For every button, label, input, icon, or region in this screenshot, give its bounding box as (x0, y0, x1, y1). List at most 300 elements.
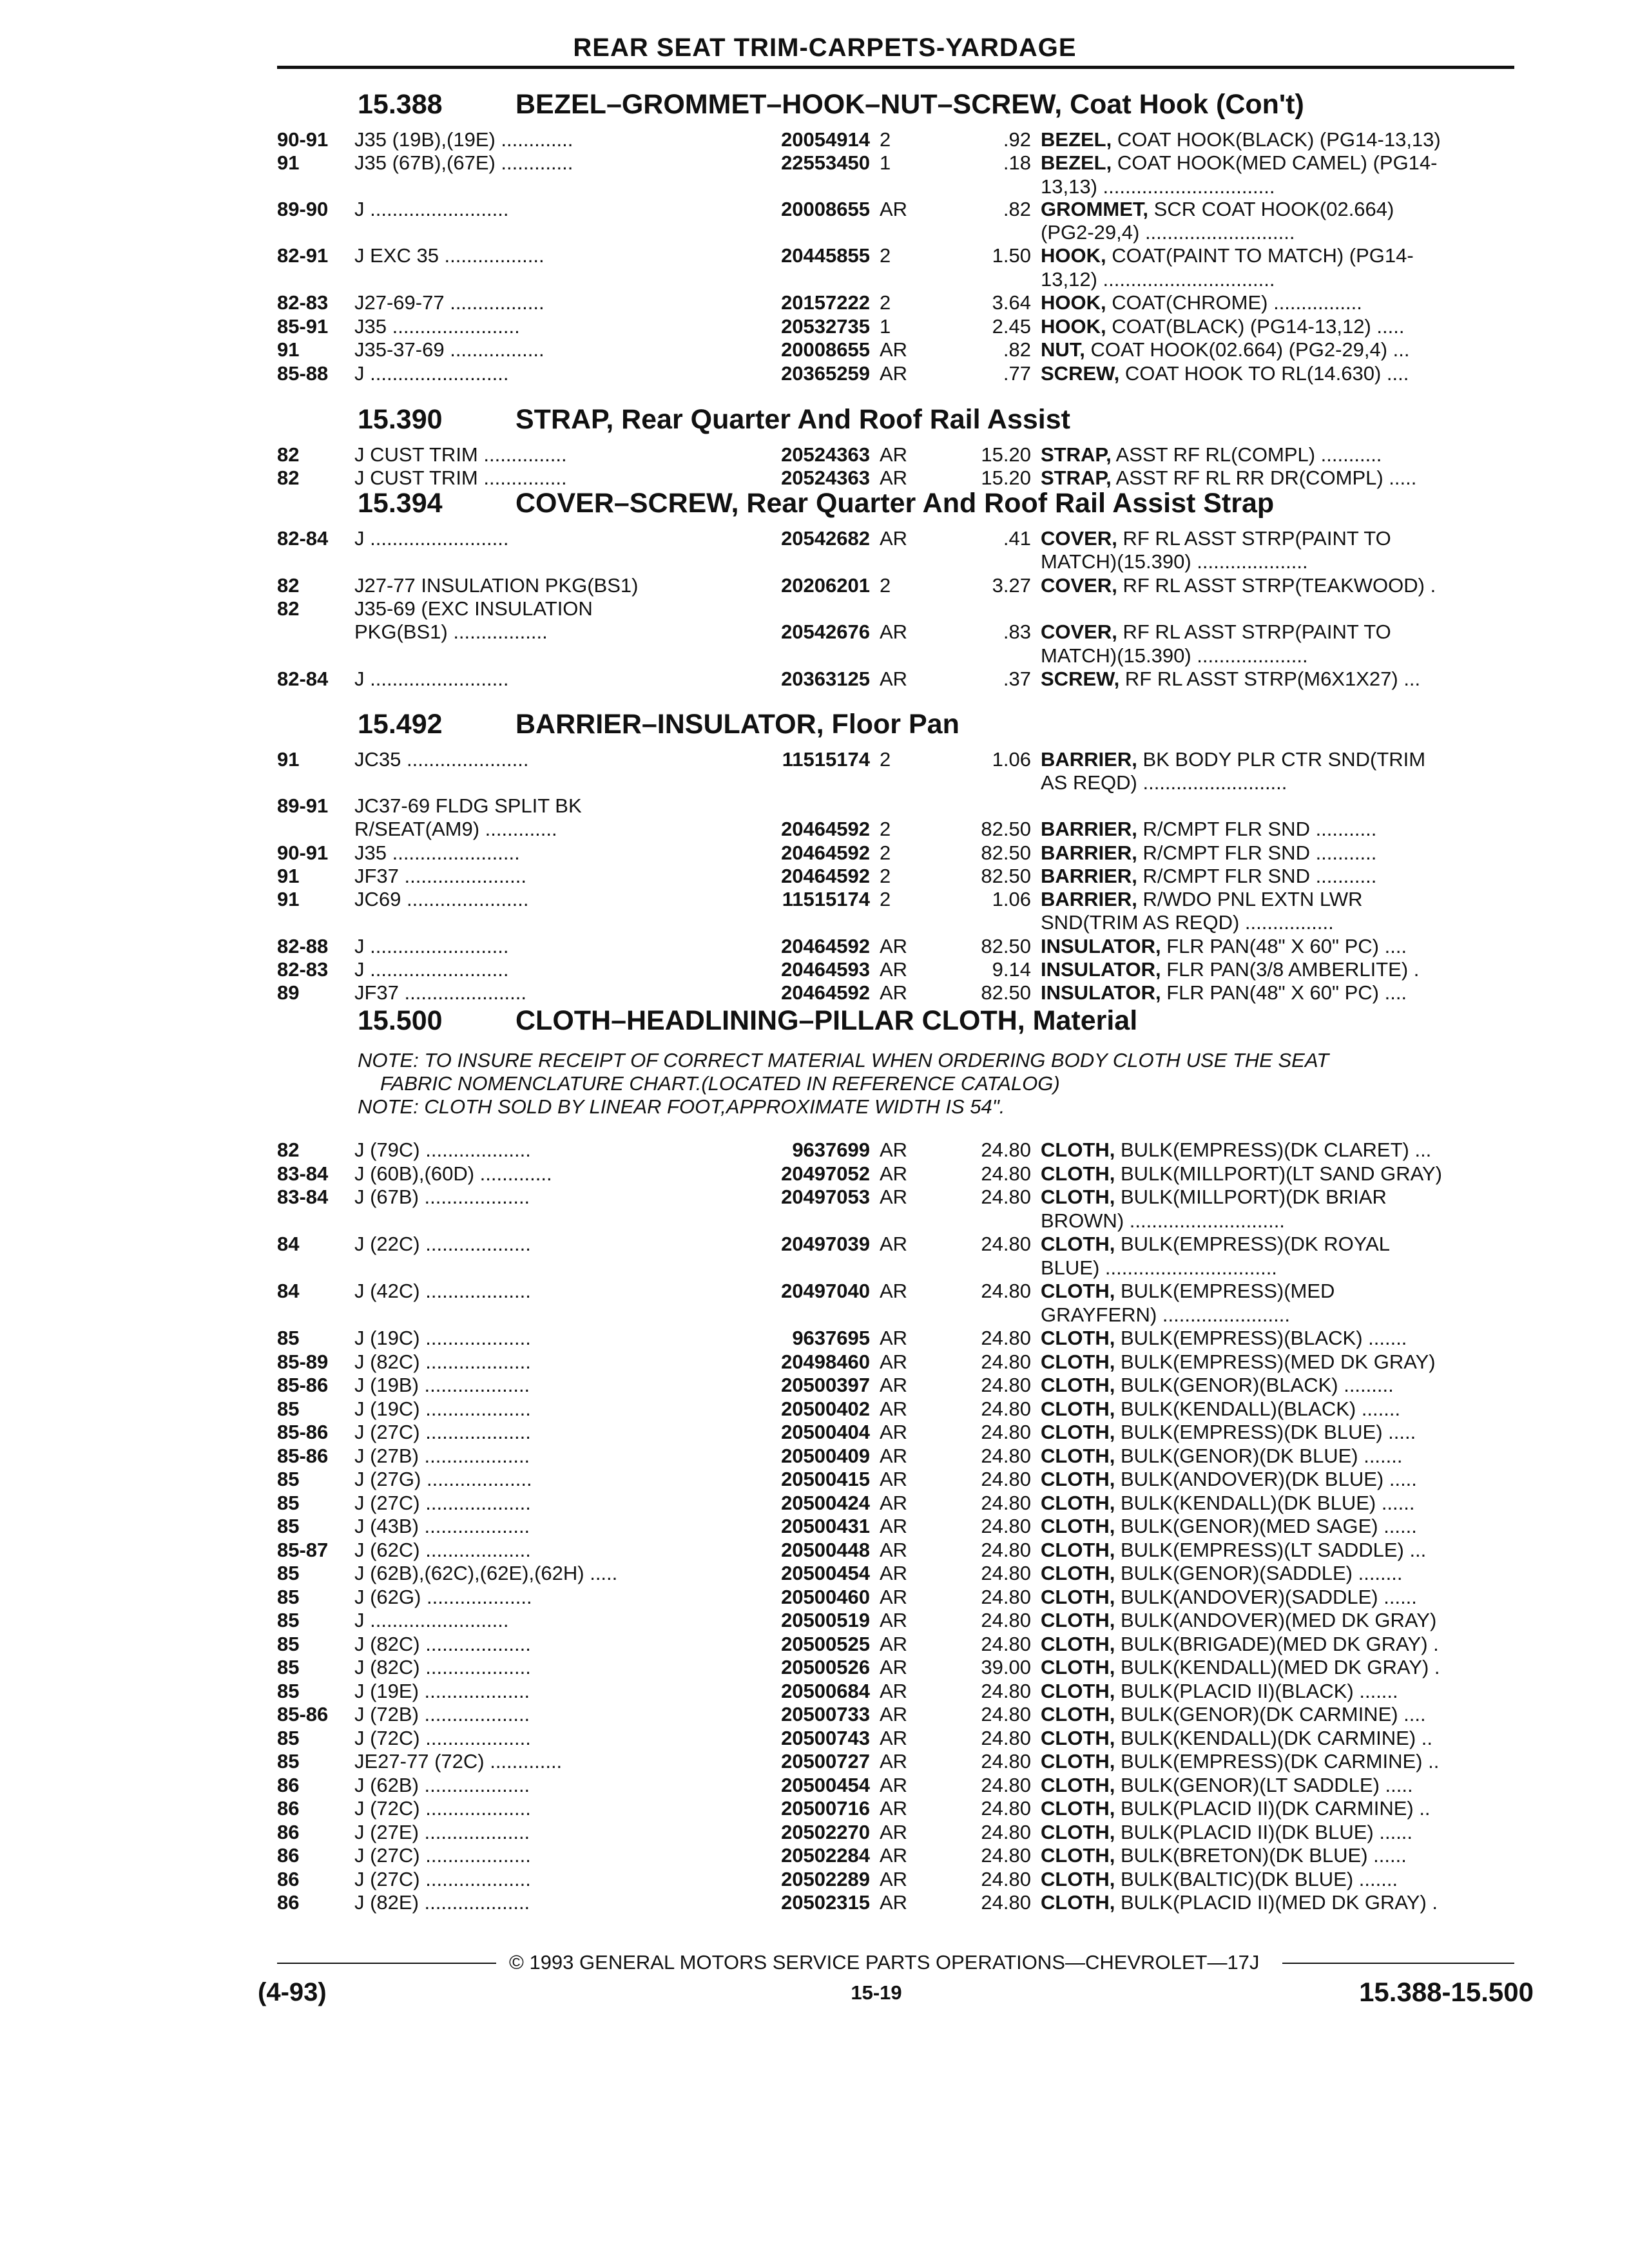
quantity: AR (880, 1186, 908, 1208)
part-name: BEZEL, (1041, 151, 1112, 174)
model-year: 82 (277, 443, 300, 466)
table-row (277, 1162, 1514, 1186)
footer-copyright: © 1993 GENERAL MOTORS SERVICE PARTS OPERATIONS—CHEVROLET—17J (509, 1951, 1260, 1974)
footer-page-number: 15-19 (851, 1981, 902, 2004)
part-description (1041, 314, 1518, 338)
quantity: AR (880, 1656, 908, 1678)
part-description (1041, 526, 1518, 550)
part-name: CLOTH, (1041, 1492, 1115, 1514)
body-model: J (27C) ................... (354, 1868, 531, 1890)
part-number: 20500431 (781, 1515, 870, 1537)
model-year: 82-83 (277, 958, 329, 981)
section-heading (358, 488, 1274, 519)
price: .92 (1003, 128, 1031, 151)
section-number: 15.388 (358, 89, 443, 120)
part-detail: BULK(GENOR)(DK BLUE) ....... (1115, 1445, 1403, 1467)
model-year: 91 (277, 865, 300, 887)
quantity: AR (880, 1844, 908, 1867)
model-year: 83-84 (277, 1186, 329, 1208)
table-row (277, 1279, 1514, 1303)
quantity: AR (880, 668, 908, 690)
part-number: 20363125 (781, 668, 870, 690)
table-row (277, 1444, 1514, 1468)
model-year: 85 (277, 1586, 300, 1608)
model-year: 85 (277, 1609, 300, 1631)
part-detail: BROWN) ............................ (1041, 1209, 1285, 1232)
section-title: BARRIER–INSULATOR, Floor Pan (516, 709, 959, 740)
price: 82.50 (981, 935, 1031, 957)
part-description (1041, 1632, 1518, 1656)
table-row (277, 794, 1514, 818)
price: 15.20 (981, 466, 1031, 489)
table-row (277, 1138, 1514, 1162)
part-description (1041, 1585, 1518, 1609)
price: 3.64 (992, 291, 1031, 314)
part-number: 22553450 (781, 151, 870, 174)
part-name: CLOTH, (1041, 1656, 1115, 1678)
body-model: JF37 ...................... (354, 981, 527, 1004)
table-row (277, 1608, 1514, 1632)
table-row (277, 864, 1514, 888)
part-detail: MATCH)(15.390) .................... (1041, 550, 1308, 573)
body-model: J35 (19B),(19E) ............. (354, 128, 574, 151)
model-year: 85-91 (277, 315, 329, 338)
price: 24.80 (981, 1445, 1031, 1467)
part-name: BARRIER, (1041, 818, 1137, 840)
part-number: 20008655 (781, 198, 870, 220)
model-year: 89-91 (277, 794, 329, 817)
table-row (277, 1538, 1514, 1562)
quantity: 1 (880, 315, 891, 338)
table-row (277, 338, 1514, 361)
part-name: CLOTH, (1041, 1421, 1115, 1443)
part-detail: ASST RF RL RR DR(COMPL) ..... (1111, 466, 1417, 489)
quantity: AR (880, 1468, 908, 1490)
part-detail: COAT(CHROME) ................ (1106, 291, 1362, 314)
quantity: AR (880, 1821, 908, 1843)
part-description (1041, 1726, 1518, 1750)
price: 24.80 (981, 1891, 1031, 1914)
body-model: J CUST TRIM ............... (354, 443, 567, 466)
part-detail: BULK(ANDOVER)(SADDLE) ...... (1115, 1586, 1417, 1608)
part-description (1041, 1420, 1518, 1444)
part-number: 20464592 (781, 981, 870, 1004)
body-model: J (62C) ................... (354, 1539, 531, 1561)
model-year: 82 (277, 574, 300, 597)
body-model: J (72B) ................... (354, 1703, 530, 1725)
quantity: AR (880, 981, 908, 1004)
part-number: 20464592 (781, 935, 870, 957)
price: 1.06 (992, 748, 1031, 771)
header-rule (277, 66, 1514, 69)
price: .37 (1003, 668, 1031, 690)
price: 24.80 (981, 1586, 1031, 1608)
price: 82.50 (981, 818, 1031, 840)
part-description (1041, 817, 1518, 841)
part-number: 20500404 (781, 1421, 870, 1443)
model-year: 85-88 (277, 362, 329, 385)
body-model: J (60B),(60D) ............. (354, 1162, 552, 1185)
part-number: 20502289 (781, 1868, 870, 1890)
part-detail: (PG2-29,4) ........................... (1041, 221, 1295, 244)
model-year: 82 (277, 466, 300, 489)
part-description (1041, 1326, 1518, 1350)
quantity: AR (880, 1327, 908, 1349)
section-title: STRAP, Rear Quarter And Roof Rail Assist (516, 404, 1070, 435)
price: 24.80 (981, 1821, 1031, 1843)
quantity: AR (880, 1703, 908, 1725)
quantity: AR (880, 1774, 908, 1796)
part-detail: BULK(ANDOVER)(DK BLUE) ..... (1115, 1468, 1417, 1490)
body-model: J (62B),(62C),(62E),(62H) ..... (354, 1562, 618, 1584)
part-name: COVER, (1041, 574, 1117, 597)
part-detail: BULK(EMPRESS)(DK ROYAL (1115, 1233, 1391, 1255)
part-number: 20500519 (781, 1609, 870, 1631)
part-description (1041, 1890, 1518, 1914)
body-model: J27-69-77 ................. (354, 291, 545, 314)
table-row (277, 747, 1514, 771)
part-description (1041, 1303, 1518, 1327)
part-description (1041, 1138, 1518, 1162)
model-year: 85-86 (277, 1703, 329, 1725)
price: 24.80 (981, 1421, 1031, 1443)
price: 24.80 (981, 1703, 1031, 1725)
table-row (277, 1397, 1514, 1421)
part-description (1041, 1655, 1518, 1679)
body-model: J (19B) ................... (354, 1374, 530, 1396)
body-model: JC69 ...................... (354, 888, 529, 910)
part-name: BARRIER, (1041, 888, 1137, 910)
catalog-note: FABRIC NOMENCLATURE CHART.(LOCATED IN REFERENCE CATALOG) (380, 1072, 1060, 1095)
part-name: CLOTH, (1041, 1233, 1115, 1255)
part-description (1041, 981, 1518, 1004)
part-name: STRAP, (1041, 443, 1112, 466)
part-detail: RF RL ASST STRP(M6X1X27) ... (1119, 668, 1421, 690)
model-year: 85 (277, 1633, 300, 1655)
model-year: 85 (277, 1656, 300, 1678)
model-year: 85-89 (277, 1350, 329, 1373)
section-heading (358, 404, 1070, 436)
part-number: 20206201 (781, 574, 870, 597)
part-name: CLOTH, (1041, 1139, 1115, 1161)
part-detail: COAT HOOK(02.664) (PG2-29,4) ... (1084, 338, 1410, 361)
model-year: 86 (277, 1891, 300, 1914)
model-year: 86 (277, 1868, 300, 1890)
table-row (277, 1491, 1514, 1515)
part-description (1041, 1867, 1518, 1891)
price: 24.80 (981, 1233, 1031, 1255)
part-number: 20500743 (781, 1727, 870, 1749)
part-name: CLOTH, (1041, 1280, 1115, 1302)
table-row (277, 841, 1514, 865)
body-model: J27-77 INSULATION PKG(BS1) (354, 574, 639, 597)
quantity: AR (880, 1280, 908, 1302)
section-number: 15.500 (358, 1005, 443, 1036)
quantity: AR (880, 1609, 908, 1631)
part-detail: BULK(BRIGADE)(MED DK GRAY) . (1115, 1633, 1439, 1655)
part-number: 20500397 (781, 1374, 870, 1396)
price: 39.00 (981, 1656, 1031, 1678)
section-heading (358, 709, 959, 740)
part-description (1041, 644, 1518, 668)
part-number: 20498460 (781, 1350, 870, 1373)
part-description (1041, 771, 1518, 794)
part-description (1041, 1561, 1518, 1585)
price: 24.80 (981, 1492, 1031, 1514)
section-title: BEZEL–GROMMET–HOOK–NUT–SCREW, Coat Hook (Con't) (516, 89, 1304, 120)
part-number: 20464592 (781, 818, 870, 840)
part-description (1041, 1232, 1518, 1256)
part-description (1041, 841, 1518, 865)
model-year: 85 (277, 1750, 300, 1773)
quantity: 2 (880, 888, 891, 910)
table-row (277, 1655, 1514, 1679)
body-model: J (22C) ................... (354, 1233, 531, 1255)
body-model: JF37 ...................... (354, 865, 527, 887)
table-row (277, 1820, 1514, 1844)
part-number: 20502284 (781, 1844, 870, 1867)
price: 24.80 (981, 1515, 1031, 1537)
part-number: 20365259 (781, 362, 870, 385)
model-year: 82-88 (277, 935, 329, 957)
part-number: 20532735 (781, 315, 870, 338)
table-row (277, 771, 1514, 794)
part-description (1041, 1796, 1518, 1820)
part-description (1041, 1185, 1518, 1209)
body-model: J (67B) ................... (354, 1186, 530, 1208)
model-year: 85 (277, 1398, 300, 1420)
part-detail: SCR COAT HOOK(02.664) (1148, 198, 1394, 220)
part-name: HOOK, (1041, 315, 1106, 338)
part-name: BEZEL, (1041, 128, 1112, 151)
part-name: CLOTH, (1041, 1586, 1115, 1608)
table-row (277, 1514, 1514, 1538)
part-detail: R/CMPT FLR SND ........... (1137, 865, 1377, 887)
part-detail: SND(TRIM AS REQD) ................ (1041, 911, 1334, 934)
table-row (277, 1585, 1514, 1609)
part-name: SCREW, (1041, 668, 1120, 690)
part-name: CLOTH, (1041, 1774, 1115, 1796)
table-row (277, 1326, 1514, 1350)
model-year: 82 (277, 597, 300, 620)
part-number: 20500460 (781, 1586, 870, 1608)
body-model: J (27E) ................... (354, 1821, 530, 1843)
section-number: 15.492 (358, 709, 443, 740)
table-row (277, 620, 1514, 644)
part-name: INSULATOR, (1041, 981, 1161, 1004)
part-detail: FLR PAN(48" X 60" PC) .... (1161, 935, 1407, 957)
part-description (1041, 550, 1518, 573)
price: 82.50 (981, 981, 1031, 1004)
part-description (1041, 1538, 1518, 1562)
part-name: CLOTH, (1041, 1727, 1115, 1749)
catalog-note: NOTE: TO INSURE RECEIPT OF CORRECT MATERIAL WHEN ORDERING BODY CLOTH USE THE SEAT (358, 1049, 1329, 1072)
table-row (277, 934, 1514, 958)
body-model: J ......................... (354, 1609, 509, 1631)
part-detail: COAT(BLACK) (PG14-13,12) ..... (1106, 315, 1405, 338)
model-year: 86 (277, 1797, 300, 1820)
quantity: 2 (880, 244, 891, 267)
quantity: AR (880, 1891, 908, 1914)
quantity: AR (880, 1633, 908, 1655)
quantity: AR (880, 1421, 908, 1443)
model-year: 90-91 (277, 128, 329, 151)
quantity: AR (880, 1233, 908, 1255)
price: 9.14 (992, 958, 1031, 981)
price: 15.20 (981, 443, 1031, 466)
part-number: 20542676 (781, 620, 870, 643)
part-description (1041, 175, 1518, 198)
part-detail: BULK(EMPRESS)(DK CLARET) ... (1115, 1139, 1432, 1161)
body-model: J (27C) ................... (354, 1844, 531, 1867)
body-model: J ......................... (354, 668, 509, 690)
quantity: AR (880, 1868, 908, 1890)
quantity: AR (880, 958, 908, 981)
model-year: 90-91 (277, 841, 329, 864)
quantity: AR (880, 1139, 908, 1161)
price: 24.80 (981, 1609, 1031, 1631)
part-name: CLOTH, (1041, 1515, 1115, 1537)
body-model: J (27C) ................... (354, 1492, 531, 1514)
part-name: SCREW, (1041, 362, 1120, 385)
part-description (1041, 443, 1518, 466)
part-detail: BULK(BALTIC)(DK BLUE) ....... (1115, 1868, 1398, 1890)
part-name: HOOK, (1041, 244, 1106, 267)
table-row (277, 1773, 1514, 1797)
table-row (277, 1796, 1514, 1820)
price: 82.50 (981, 841, 1031, 864)
price: 24.80 (981, 1350, 1031, 1373)
part-name: GROMMET, (1041, 198, 1149, 220)
model-year: 83-84 (277, 1162, 329, 1185)
model-year: 85 (277, 1727, 300, 1749)
part-detail: BULK(KENDALL)(MED DK GRAY) . (1115, 1656, 1440, 1678)
part-number: 9637695 (792, 1327, 870, 1349)
price: 24.80 (981, 1562, 1031, 1584)
part-name: CLOTH, (1041, 1609, 1115, 1631)
part-description (1041, 244, 1518, 267)
table-row (277, 910, 1514, 934)
part-description (1041, 747, 1518, 771)
body-model: J ......................... (354, 362, 509, 385)
part-detail: FLR PAN(48" X 60" PC) .... (1161, 981, 1407, 1004)
part-description (1041, 957, 1518, 981)
quantity: 1 (880, 151, 891, 174)
part-detail: R/WDO PNL EXTN LWR (1137, 888, 1363, 910)
body-model: J (19C) ................... (354, 1398, 531, 1420)
body-model: J (62B) ................... (354, 1774, 530, 1796)
body-model: J (43B) ................... (354, 1515, 530, 1537)
quantity: AR (880, 443, 908, 466)
part-description (1041, 667, 1518, 691)
part-number: 20157222 (781, 291, 870, 314)
part-name: CLOTH, (1041, 1562, 1115, 1584)
part-number: 20542682 (781, 527, 870, 550)
part-description (1041, 338, 1518, 361)
part-detail: BULK(PLACID II)(DK CARMINE) .. (1115, 1797, 1431, 1820)
price: .77 (1003, 362, 1031, 385)
quantity: AR (880, 362, 908, 385)
part-detail: BLUE) ............................... (1041, 1256, 1277, 1279)
part-name: STRAP, (1041, 466, 1112, 489)
part-detail: BULK(EMPRESS)(MED (1115, 1280, 1335, 1302)
table-row (277, 1749, 1514, 1773)
part-description (1041, 1350, 1518, 1374)
part-name: INSULATOR, (1041, 935, 1161, 957)
footer-rule-right (1282, 1963, 1514, 1964)
part-detail: BULK(MILLPORT)(LT SAND GRAY) (1115, 1162, 1442, 1185)
body-model: J (79C) ................... (354, 1139, 531, 1161)
model-year: 82-83 (277, 291, 329, 314)
part-name: CLOTH, (1041, 1398, 1115, 1420)
part-detail: BULK(BRETON)(DK BLUE) ...... (1115, 1844, 1407, 1867)
table-row (277, 667, 1514, 691)
quantity: AR (880, 1398, 908, 1420)
body-model: J (42C) ................... (354, 1280, 531, 1302)
price: .82 (1003, 198, 1031, 220)
quantity: 2 (880, 818, 891, 840)
table-row (277, 1232, 1514, 1256)
quantity: AR (880, 1680, 908, 1702)
part-name: CLOTH, (1041, 1868, 1115, 1890)
part-detail: BULK(GENOR)(SADDLE) ........ (1115, 1562, 1403, 1584)
part-name: CLOTH, (1041, 1445, 1115, 1467)
price: 24.80 (981, 1139, 1031, 1161)
price: 2.45 (992, 315, 1031, 338)
quantity: AR (880, 1562, 908, 1584)
table-row (277, 1209, 1514, 1233)
model-year: 86 (277, 1821, 300, 1843)
part-name: NUT, (1041, 338, 1085, 361)
part-detail: RF RL ASST STRP(TEAKWOOD) . (1117, 574, 1436, 597)
part-number: 20500733 (781, 1703, 870, 1725)
part-detail: BK BODY PLR CTR SND(TRIM (1137, 748, 1426, 771)
table-row (277, 443, 1514, 466)
part-detail: RF RL ASST STRP(PAINT TO (1117, 527, 1391, 550)
price: 24.80 (981, 1374, 1031, 1396)
table-row (277, 1702, 1514, 1726)
body-model: J (19C) ................... (354, 1327, 531, 1349)
table-row (277, 267, 1514, 291)
price: 24.80 (981, 1727, 1031, 1749)
price: 24.80 (981, 1774, 1031, 1796)
price: 3.27 (992, 574, 1031, 597)
part-number: 20500716 (781, 1797, 870, 1820)
table-row (277, 887, 1514, 911)
body-model: J (72C) ................... (354, 1727, 531, 1749)
part-number: 20008655 (781, 338, 870, 361)
table-row (277, 1890, 1514, 1914)
page-title: REAR SEAT TRIM-CARPETS-YARDAGE (573, 34, 1077, 62)
part-name: CLOTH, (1041, 1797, 1115, 1820)
part-detail: BULK(MILLPORT)(DK BRIAR (1115, 1186, 1387, 1208)
model-year: 89-90 (277, 198, 329, 220)
part-detail: BULK(EMPRESS)(DK CARMINE) .. (1115, 1750, 1440, 1773)
model-year: 86 (277, 1774, 300, 1796)
part-number: 20500409 (781, 1445, 870, 1467)
part-number: 20464593 (781, 958, 870, 981)
body-model: J ......................... (354, 935, 509, 957)
body-model: J (82C) ................... (354, 1350, 531, 1373)
body-model: J ......................... (354, 198, 509, 220)
part-detail: COAT HOOK(BLACK) (PG14-13,13) (1112, 128, 1441, 151)
table-row (277, 1185, 1514, 1209)
part-detail: MATCH)(15.390) .................... (1041, 644, 1308, 667)
part-description (1041, 1397, 1518, 1421)
table-row (277, 644, 1514, 668)
table-row (277, 220, 1514, 244)
part-name: CLOTH, (1041, 1844, 1115, 1867)
